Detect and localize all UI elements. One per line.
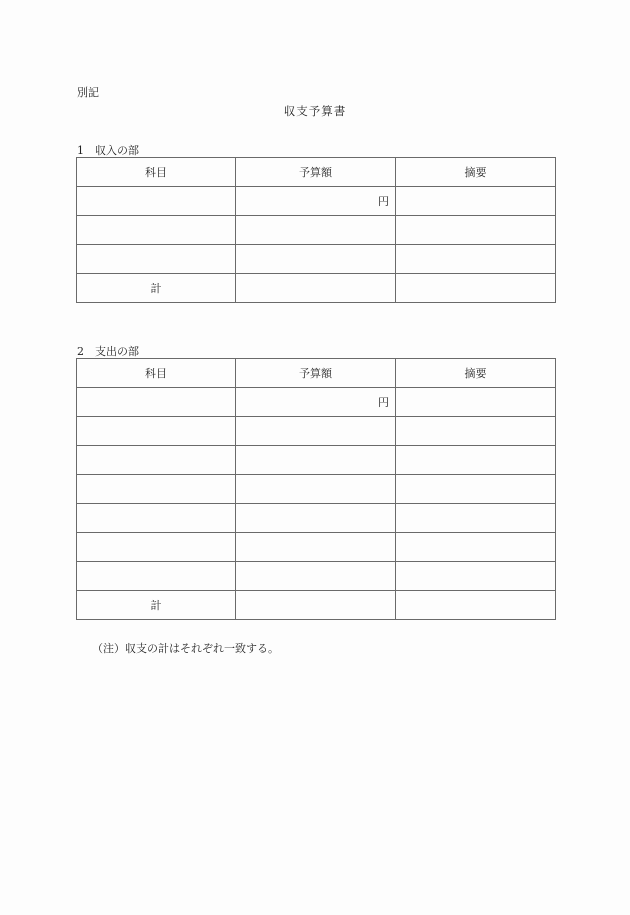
summary-cell[interactable]: [396, 562, 556, 591]
budget-cell[interactable]: [236, 417, 396, 446]
section-title: 収入の部: [95, 144, 139, 157]
budget-cell[interactable]: [236, 562, 396, 591]
summary-cell[interactable]: [396, 533, 556, 562]
column-header-summary: 摘要: [396, 359, 556, 388]
item-cell[interactable]: [77, 216, 236, 245]
summary-cell[interactable]: [396, 504, 556, 533]
summary-cell[interactable]: [396, 187, 556, 216]
total-row: [77, 274, 556, 303]
column-header-budget: 予算額: [236, 359, 396, 388]
annex-label: 別記: [77, 86, 99, 99]
budget-cell[interactable]: 円: [236, 388, 396, 417]
summary-cell[interactable]: [396, 475, 556, 504]
item-cell[interactable]: [77, 533, 236, 562]
column-header-item: 科目: [77, 158, 236, 187]
section-number: 1: [77, 144, 84, 157]
table-header-row: [77, 158, 556, 187]
budget-cell[interactable]: [236, 533, 396, 562]
table-row: [77, 388, 556, 417]
budget-cell[interactable]: [236, 446, 396, 475]
document-title: 収支予算書: [283, 104, 347, 118]
summary-cell[interactable]: [396, 388, 556, 417]
summary-cell[interactable]: [396, 446, 556, 475]
table-row: [77, 562, 556, 591]
budget-cell[interactable]: [236, 504, 396, 533]
table-row: [77, 475, 556, 504]
column-header-summary: 摘要: [396, 158, 556, 187]
expense-table: [76, 358, 556, 620]
budget-cell[interactable]: [236, 245, 396, 274]
footnote-text: 収支の計はそれぞれ一致する。: [125, 642, 279, 655]
section-number: 2: [77, 345, 84, 358]
total-budget-cell[interactable]: [236, 274, 396, 303]
item-cell[interactable]: [77, 245, 236, 274]
total-budget-cell[interactable]: [236, 591, 396, 620]
summary-cell[interactable]: [396, 417, 556, 446]
footnote-label: （注）: [92, 642, 125, 655]
budget-cell[interactable]: 円: [236, 187, 396, 216]
item-cell[interactable]: [77, 475, 236, 504]
total-label: 計: [77, 591, 236, 620]
table-row: [77, 245, 556, 274]
summary-cell[interactable]: [396, 216, 556, 245]
summary-cell[interactable]: [396, 245, 556, 274]
item-cell[interactable]: [77, 562, 236, 591]
table-header-row: [77, 359, 556, 388]
table-row: [77, 187, 556, 216]
total-summary-cell[interactable]: [396, 274, 556, 303]
total-row: [77, 591, 556, 620]
total-summary-cell[interactable]: [396, 591, 556, 620]
table-row: [77, 216, 556, 245]
item-cell[interactable]: [77, 417, 236, 446]
item-cell[interactable]: [77, 446, 236, 475]
column-header-item: 科目: [77, 359, 236, 388]
budget-cell[interactable]: [236, 475, 396, 504]
income-table: [76, 157, 556, 303]
total-label: 計: [77, 274, 236, 303]
table-row: [77, 446, 556, 475]
section-title: 支出の部: [95, 345, 139, 358]
column-header-budget: 予算額: [236, 158, 396, 187]
table-row: [77, 533, 556, 562]
item-cell[interactable]: [77, 187, 236, 216]
footnote: [92, 640, 279, 656]
table-row: [77, 417, 556, 446]
income-section-heading: [77, 142, 139, 158]
expense-section-heading: [77, 343, 139, 359]
budget-cell[interactable]: [236, 216, 396, 245]
table-row: [77, 504, 556, 533]
item-cell[interactable]: [77, 388, 236, 417]
item-cell[interactable]: [77, 504, 236, 533]
